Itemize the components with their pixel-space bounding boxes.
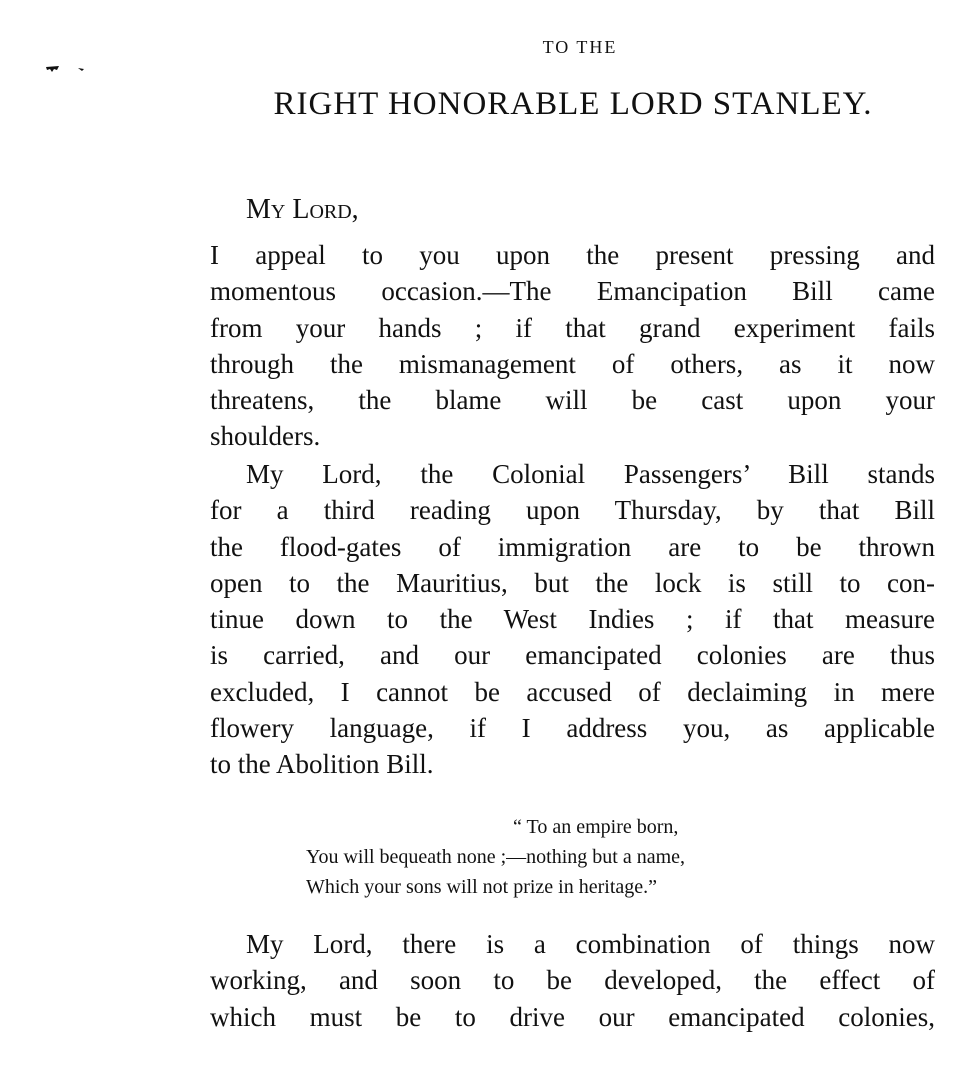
salutation: My Lord, [246, 194, 359, 225]
paragraph-1-line-4: through the mismanagement of others, as it now [210, 348, 935, 379]
paragraph-3-line-1: My Lord, there is a combination of things now [246, 929, 935, 959]
paragraph-2-line-6: is carried, and our emancipated colonies are thus [210, 640, 935, 671]
paragraph-2-line-4: open to the Mauritius, but the lock is still to con- [210, 567, 935, 598]
paragraph-2-line-8: flowery language, if I address you, as applicable [210, 713, 935, 744]
paragraph-1-line-2: momentous occasion.—The Emancipation Bill came [210, 276, 935, 307]
verse-line-2: You will bequeath none ;—nothing but a name, [306, 846, 686, 868]
ink-speck-icon [44, 60, 90, 76]
paragraph-2-line-3: the flood-gates of immigration are to be thrown [210, 531, 935, 562]
paragraph-1-line-6: shoulders. [210, 421, 321, 452]
verse-line-3: Which your sons will not prize in heritage.” [306, 876, 658, 898]
paragraph-2-line-9: to the Abolition Bill. [210, 749, 434, 780]
paragraph-1-line-3: from your hands ; if that grand experiment fails [210, 312, 935, 343]
paragraph-1-line-5: threatens, the blame will be cast upon your [210, 385, 935, 416]
paragraph-2-line-7: excluded, I cannot be accused of declaiming in mere [210, 676, 935, 707]
paragraph-2-line-1: My Lord, the Colonial Passengers’ Bill stands [246, 459, 935, 489]
verse-quote [306, 812, 826, 902]
paragraph-3 [210, 926, 935, 1035]
paragraph-3-line-2: working, and soon to be developed, the effect of [210, 965, 935, 996]
paragraph-1-line-1: I appeal to you upon the present pressing and [210, 240, 935, 270]
paragraph-3-line-3: which must be to drive our emancipated colonies, [210, 1001, 935, 1032]
paragraph-2-line-2: for a third reading upon Thursday, by that Bill [210, 495, 935, 526]
heading-recipient: RIGHT HONORABLE LORD STANLEY. [273, 86, 873, 122]
verse-line-1: “ To an empire born, [513, 816, 679, 838]
paragraph-1 [210, 237, 935, 455]
paragraph-2 [210, 456, 935, 783]
heading-to-the: TO THE [542, 37, 618, 57]
paragraph-2-line-5: tinue down to the West Indies ; if that measure [210, 604, 935, 635]
